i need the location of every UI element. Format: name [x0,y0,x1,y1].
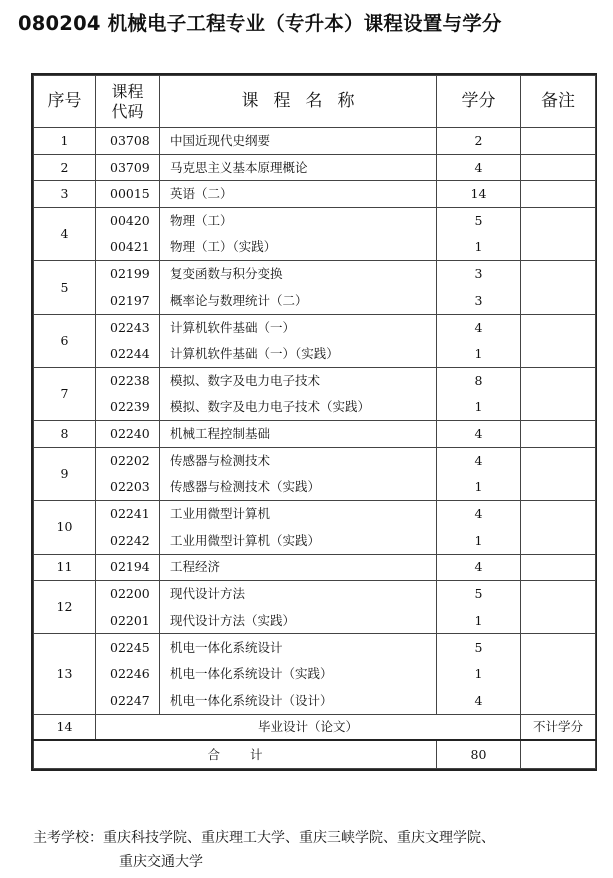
course-note [521,287,596,314]
header-code-line1: 课程 [111,81,144,101]
course-credit: 5 [437,634,521,661]
course-note [521,207,596,234]
table-row [34,474,596,501]
course-name: 传感器与检测技术（实践） [160,474,437,501]
thesis-no: 14 [34,714,96,740]
course-name: 机械工程控制基础 [160,421,437,448]
course-note [521,128,596,155]
table-row [34,421,596,448]
course-credit: 4 [437,687,521,714]
course-name: 机电一体化系统设计（实践） [160,661,437,688]
table-row [34,501,596,528]
course-no: 2 [34,154,96,181]
course-name: 中国近现代史纲要 [160,128,437,155]
course-no: 6 [34,314,96,367]
thesis-credit: 不计学分 [521,714,596,740]
course-name: 现代设计方法 [160,581,437,608]
course-credit: 4 [437,154,521,181]
table-row [34,581,596,608]
course-credit: 4 [437,447,521,474]
header-no: 序号 [34,76,96,128]
course-note [521,634,596,661]
course-code: 02200 [96,581,160,608]
course-note [521,421,596,448]
course-note [521,581,596,608]
course-code: 02203 [96,474,160,501]
course-credit: 1 [437,527,521,554]
course-note [521,234,596,261]
header-code [96,76,160,128]
course-name: 工业用微型计算机（实践） [160,527,437,554]
course-code: 00420 [96,207,160,234]
table-row [34,661,596,688]
course-note [521,554,596,581]
course-name: 工程经济 [160,554,437,581]
course-code: 03708 [96,128,160,155]
table-row [34,447,596,474]
table-row [34,341,596,368]
course-note [521,154,596,181]
course-credit: 1 [437,474,521,501]
course-name: 概率论与数理统计（二） [160,287,437,314]
course-no: 9 [34,447,96,500]
table-row [34,128,596,155]
table-row [34,607,596,634]
course-code: 02197 [96,287,160,314]
header-credit: 学分 [437,76,521,128]
course-name: 模拟、数字及电力电子技术（实践） [160,394,437,421]
course-name: 英语（二） [160,181,437,208]
course-credit: 3 [437,261,521,288]
course-no: 1 [34,128,96,155]
course-no: 13 [34,634,96,714]
course-name: 工业用微型计算机 [160,501,437,528]
course-credit: 4 [437,314,521,341]
course-credit: 3 [437,287,521,314]
course-no: 4 [34,207,96,260]
course-note [521,447,596,474]
table-row [34,527,596,554]
course-code: 02247 [96,687,160,714]
course-credit: 1 [437,341,521,368]
table-row [34,234,596,261]
course-note [521,501,596,528]
course-code: 02246 [96,661,160,688]
course-name: 计算机软件基础（一） [160,314,437,341]
footer-schools-line1: 重庆科技学院、重庆理工大学、重庆三峡学院、重庆文理学院、 [103,830,495,846]
course-credit: 4 [437,421,521,448]
course-body [34,128,596,715]
course-code: 02244 [96,341,160,368]
table-header-row [34,76,596,128]
course-code: 02202 [96,447,160,474]
page-title: 080204 机械电子工程专业（专升本）课程设置与学分 [18,12,502,35]
course-name: 现代设计方法（实践） [160,607,437,634]
course-credit: 4 [437,554,521,581]
course-note [521,687,596,714]
course-code: 02245 [96,634,160,661]
footer-schools-line2: 重庆交通大学 [119,854,203,870]
table-row [34,314,596,341]
table-row [34,207,596,234]
course-credit: 1 [437,661,521,688]
course-name: 马克思主义基本原理概论 [160,154,437,181]
total-credit: 80 [437,740,521,768]
course-code: 02201 [96,607,160,634]
table-row [34,634,596,661]
course-credit: 1 [437,394,521,421]
course-note [521,607,596,634]
course-credit: 8 [437,367,521,394]
course-code: 02194 [96,554,160,581]
total-row [34,740,596,768]
course-name: 物理（工）（实践） [160,234,437,261]
course-credit: 2 [437,128,521,155]
course-credit: 5 [437,581,521,608]
course-no: 3 [34,181,96,208]
course-note [521,527,596,554]
course-code: 02199 [96,261,160,288]
course-code: 02242 [96,527,160,554]
course-code: 02243 [96,314,160,341]
total-label: 合计 [34,740,437,768]
footer [33,826,608,874]
table-row [34,287,596,314]
table-row [34,261,596,288]
course-no: 11 [34,554,96,581]
course-name: 复变函数与积分变换 [160,261,437,288]
course-no: 5 [34,261,96,314]
course-code: 02241 [96,501,160,528]
course-note [521,394,596,421]
table-row [34,687,596,714]
course-note [521,367,596,394]
course-no: 10 [34,501,96,554]
table-row [34,367,596,394]
table-row [34,181,596,208]
course-credit: 5 [437,207,521,234]
course-code: 03709 [96,154,160,181]
thesis-row [34,714,596,740]
course-code: 00015 [96,181,160,208]
footer-label: 主考学校： [33,830,103,846]
course-table-frame [31,73,597,771]
course-code: 02238 [96,367,160,394]
header-code-line2: 代码 [111,101,144,121]
course-name: 机电一体化系统设计（设计） [160,687,437,714]
course-note [521,181,596,208]
header-name: 课程名称 [160,76,437,128]
course-note [521,341,596,368]
course-no: 7 [34,367,96,420]
course-credit: 4 [437,501,521,528]
course-credit: 14 [437,181,521,208]
course-no: 12 [34,581,96,634]
table-row [34,554,596,581]
total-note [521,740,596,768]
course-code: 02240 [96,421,160,448]
course-note [521,261,596,288]
course-note [521,474,596,501]
course-name: 机电一体化系统设计 [160,634,437,661]
course-note [521,661,596,688]
course-code: 02239 [96,394,160,421]
course-table [33,75,596,769]
course-credit: 1 [437,234,521,261]
table-row [34,394,596,421]
course-credit: 1 [437,607,521,634]
course-name: 模拟、数字及电力电子技术 [160,367,437,394]
table-row [34,154,596,181]
course-note [521,314,596,341]
course-name: 计算机软件基础（一）（实践） [160,341,437,368]
course-name: 传感器与检测技术 [160,447,437,474]
thesis-name: 毕业设计（论文） [96,714,521,740]
header-note: 备注 [521,76,596,128]
course-code: 00421 [96,234,160,261]
course-no: 8 [34,421,96,448]
course-name: 物理（工） [160,207,437,234]
